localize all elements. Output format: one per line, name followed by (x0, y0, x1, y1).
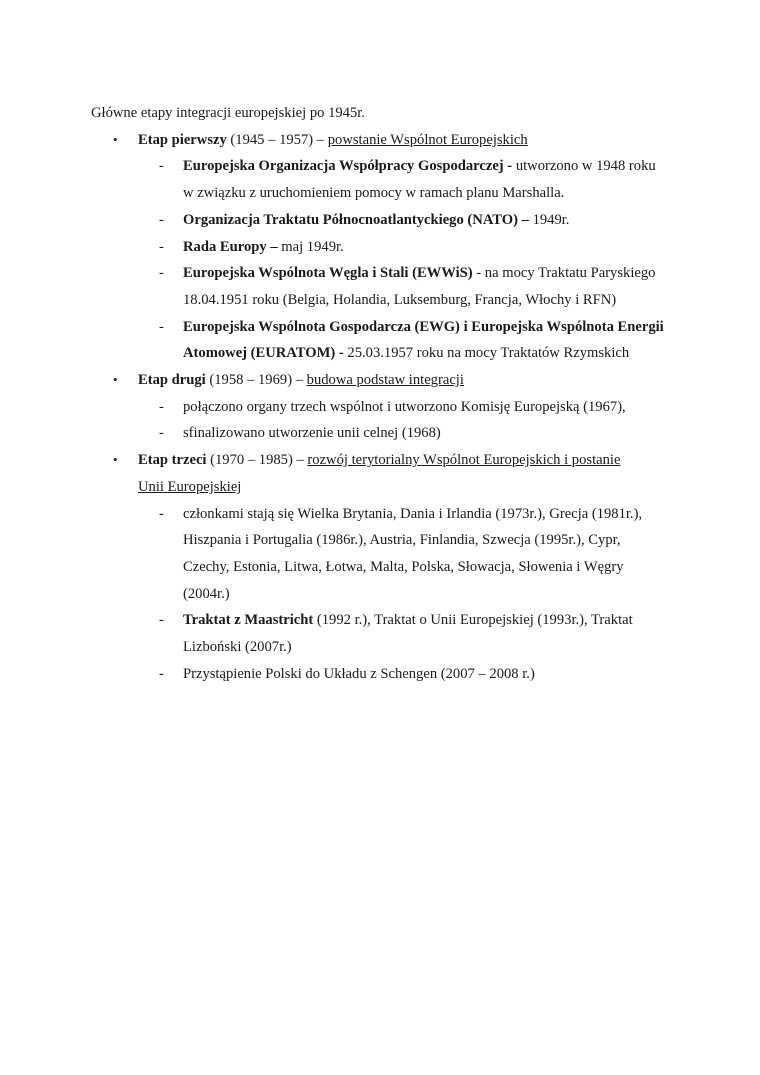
item-bold-text: Europejska Wspólnota Gospodarcza (EWG) i Europejska Wspólnota Energii Atomowej (EURATOM) - (183, 318, 664, 362)
stage-heading (138, 367, 648, 394)
list-item (0, 501, 667, 608)
list-item (0, 153, 667, 206)
dash-marker: - (159, 318, 164, 335)
stage-name: Etap trzeci (138, 452, 207, 469)
document-title: Główne etapy integracji europejskiej po 1945r. (91, 105, 365, 121)
bullet-icon: • (113, 131, 118, 147)
dash-marker: - (159, 425, 164, 442)
stage-topic: budowa podstaw integracji (306, 372, 464, 389)
stage-list (0, 127, 664, 688)
item-text: 25.03.1957 roku na mocy Traktatów Rzymskich (347, 345, 630, 362)
item-text: 1949r. (532, 211, 570, 228)
dash-marker: - (159, 265, 164, 282)
item-bold-text: Europejska Organizacja Współpracy Gospodarczej - (183, 158, 516, 175)
stage-heading (138, 127, 648, 154)
item-bold-text: Traktat z Maastricht (183, 612, 314, 629)
list-item (0, 420, 667, 447)
bullet-icon: • (113, 452, 118, 468)
stage-item (0, 127, 664, 367)
item-text: Przystąpienie Polski do Układu z Schengen (2007 – 2008 r.) (183, 665, 535, 682)
item-bold-text: Organizacja Traktatu Północnoatlantyckiego (NATO) – (183, 211, 533, 228)
stage-years: (1958 – 1969) – (205, 372, 307, 389)
item-text: maj 1949r. (281, 238, 344, 255)
stage-item (0, 367, 648, 447)
list-item (0, 260, 667, 313)
stage-name: Etap drugi (138, 372, 206, 389)
dash-marker: - (159, 505, 164, 522)
item-text: - na mocy Traktatu Paryskiego 18.04.1951 roku (Belgia, Holandia, Luksemburg, Francja, Włochy i RFN) (183, 265, 656, 308)
item-text: członkami stają się Wielka Brytania, Dania i Irlandia (1973r.), Grecja (1981r.), Hiszpania i Portugalia (1986r.), Austria, Finlandia, Szwecja (1995r.), Cypr, Czechy, Estonia, Litwa, Łotwa, Malta, Polska, Słowacja, Słowenia i Węgry (2004r.) (183, 505, 643, 602)
stage-years: (1945 – 1957) – (226, 131, 328, 148)
item-bold-text: Rada Europy – (183, 238, 282, 255)
stage-item (0, 447, 648, 687)
sub-list (0, 501, 648, 688)
list-item (0, 607, 667, 660)
stage-name: Etap pierwszy (138, 131, 227, 148)
item-text: sfinalizowano utworzenie unii celnej (1968) (183, 425, 441, 442)
dash-marker: - (159, 238, 164, 255)
stage-topic: powstanie Wspólnot Europejskich (327, 131, 528, 148)
stage-topic: rozwój terytorialny Wspólnot Europejskich i postanie Unii Europejskiej (138, 452, 621, 495)
list-item (0, 314, 667, 367)
item-bold-text: Europejska Wspólnota Węgla i Stali (EWWiS) (183, 265, 473, 282)
list-item (0, 661, 667, 688)
dash-marker: - (159, 398, 164, 415)
item-text: utworzono w 1948 roku w związku z uruchomieniem pomocy w ramach planu Marshalla. (183, 158, 656, 202)
bullet-icon: • (113, 372, 118, 388)
list-item (0, 207, 667, 234)
item-text: połączono organy trzech wspólnot i utworzono Komisję Europejską (1967), (183, 398, 626, 415)
sub-list (0, 394, 648, 447)
dash-marker: - (159, 612, 164, 629)
sub-list (0, 153, 664, 367)
item-text: (1992 r.), Traktat o Unii Europejskiej (1993r.), Traktat Lizboński (2007r.) (183, 612, 633, 656)
dash-marker: - (159, 211, 164, 228)
list-item (0, 234, 667, 261)
stage-years: (1970 – 1985) – (206, 452, 308, 469)
list-item (0, 394, 667, 421)
stage-heading (138, 447, 648, 500)
dash-marker: - (159, 158, 164, 175)
dash-marker: - (159, 665, 164, 682)
